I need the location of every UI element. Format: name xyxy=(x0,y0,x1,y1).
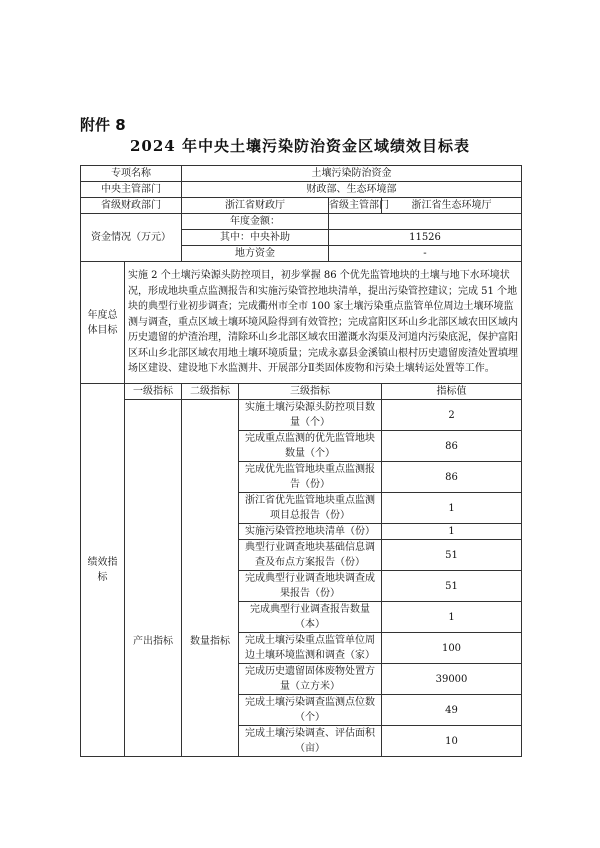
metric-value: 51 xyxy=(382,571,522,602)
central-dept-label: 中央主管部门 xyxy=(81,182,182,198)
col-header-value: 指标值 xyxy=(382,384,522,400)
metric-value: 1 xyxy=(382,524,522,540)
metric-name: 实施土壤污染源头防控项目数量（个） xyxy=(239,400,382,431)
metric-name: 完成历史遗留固体废物处置方量（立方米） xyxy=(239,664,382,695)
metric-value: 1 xyxy=(382,493,522,524)
level2-quantity: 数量指标 xyxy=(182,400,239,757)
project-name-label: 专项名称 xyxy=(81,166,182,182)
metric-name: 浙江省优先监管地块重点监测项目总报告（份） xyxy=(239,493,382,524)
metric-name: 完成优先监管地块重点监测报告（份） xyxy=(239,462,382,493)
metric-name: 实施污染管控地块清单（份） xyxy=(239,524,382,540)
col-header-level1: 一级指标 xyxy=(125,384,182,400)
central-subsidy-value: 11526 xyxy=(329,230,522,246)
performance-target-table xyxy=(80,165,522,757)
local-funds-value: - xyxy=(329,246,522,262)
metric-name: 完成土壤污染重点监管单位周边土壤环境监测和调查（家） xyxy=(239,633,382,664)
metric-value: 1 xyxy=(382,602,522,633)
attachment-label: 附件 8 xyxy=(80,116,126,134)
metric-name: 完成重点监测的优先监管地块数量（个） xyxy=(239,431,382,462)
central-dept-value: 财政部、生态环境部 xyxy=(182,182,522,198)
prov-dept-value: 浙江省生态环境厅 xyxy=(382,198,522,214)
col-header-level2: 二级指标 xyxy=(182,384,239,400)
annual-goal-text: 实施 2 个土壤污染源头防控项目，初步掌握 86 个优先监管地块的土壤与地下水环境状况，形成地块重点监测报告和实施污染管控地块清单，提出污染管控建议；完成 51 个地块的典型行业初步调查；完成衢州市全市 100 家土壤污染重点监管单位周边土壤环境监测与调查，重点区域土壤环境风险得到有效管控；完成富阳区环山乡北部区域农田区域内历史遗留的炉渣治理，清除环山乡北部区域农田灌溉水沟渠及河道内污染底泥，保护富阳区环山乡北部区域农用地土壤环境质量；完成永嘉县金溪镇山根村历史遗留废渣处置填埋场区建设、建设地下水监测井、开展部分Ⅱ类固体废物和污染土壤转运处置等工作。 xyxy=(125,262,522,384)
project-name-value: 土壤污染防治资金 xyxy=(182,166,522,182)
metric-value: 49 xyxy=(382,695,522,726)
metric-value: 39000 xyxy=(382,664,522,695)
annual-amount-label: 年度金额： xyxy=(182,214,329,230)
page-title: 2024 年中央土壤污染防治资金区域绩效目标表 xyxy=(130,137,470,155)
prov-finance-label: 省级财政部门 xyxy=(81,198,182,214)
metric-value: 10 xyxy=(382,726,522,757)
metric-name: 完成土壤污染调查、评估面积（亩） xyxy=(239,726,382,757)
central-subsidy-label: 其中：中央补助 xyxy=(182,230,329,246)
annual-amount-value xyxy=(329,214,522,230)
metric-value: 100 xyxy=(382,633,522,664)
metric-name: 完成土壤污染调查监测点位数（个） xyxy=(239,695,382,726)
metric-name: 完成典型行业调查报告数量（本） xyxy=(239,602,382,633)
local-funds-label: 地方资金 xyxy=(182,246,329,262)
metric-value: 86 xyxy=(382,462,522,493)
metric-value: 51 xyxy=(382,540,522,571)
metric-name: 完成典型行业调查地块调查成果报告（份） xyxy=(239,571,382,602)
prov-dept-label: 省级主管部门 xyxy=(329,198,382,214)
metric-name: 典型行业调查地块基础信息调查及布点方案报告（份） xyxy=(239,540,382,571)
col-header-level3: 三级指标 xyxy=(239,384,382,400)
performance-label: 绩效指标 xyxy=(81,384,125,757)
metric-value: 2 xyxy=(382,400,522,431)
funding-label: 资金情况（万元） xyxy=(81,214,182,262)
level1-output: 产出指标 xyxy=(125,400,182,757)
metric-value: 86 xyxy=(382,431,522,462)
annual-goal-label: 年度总体目标 xyxy=(81,262,125,384)
prov-finance-value: 浙江省财政厅 xyxy=(182,198,329,214)
